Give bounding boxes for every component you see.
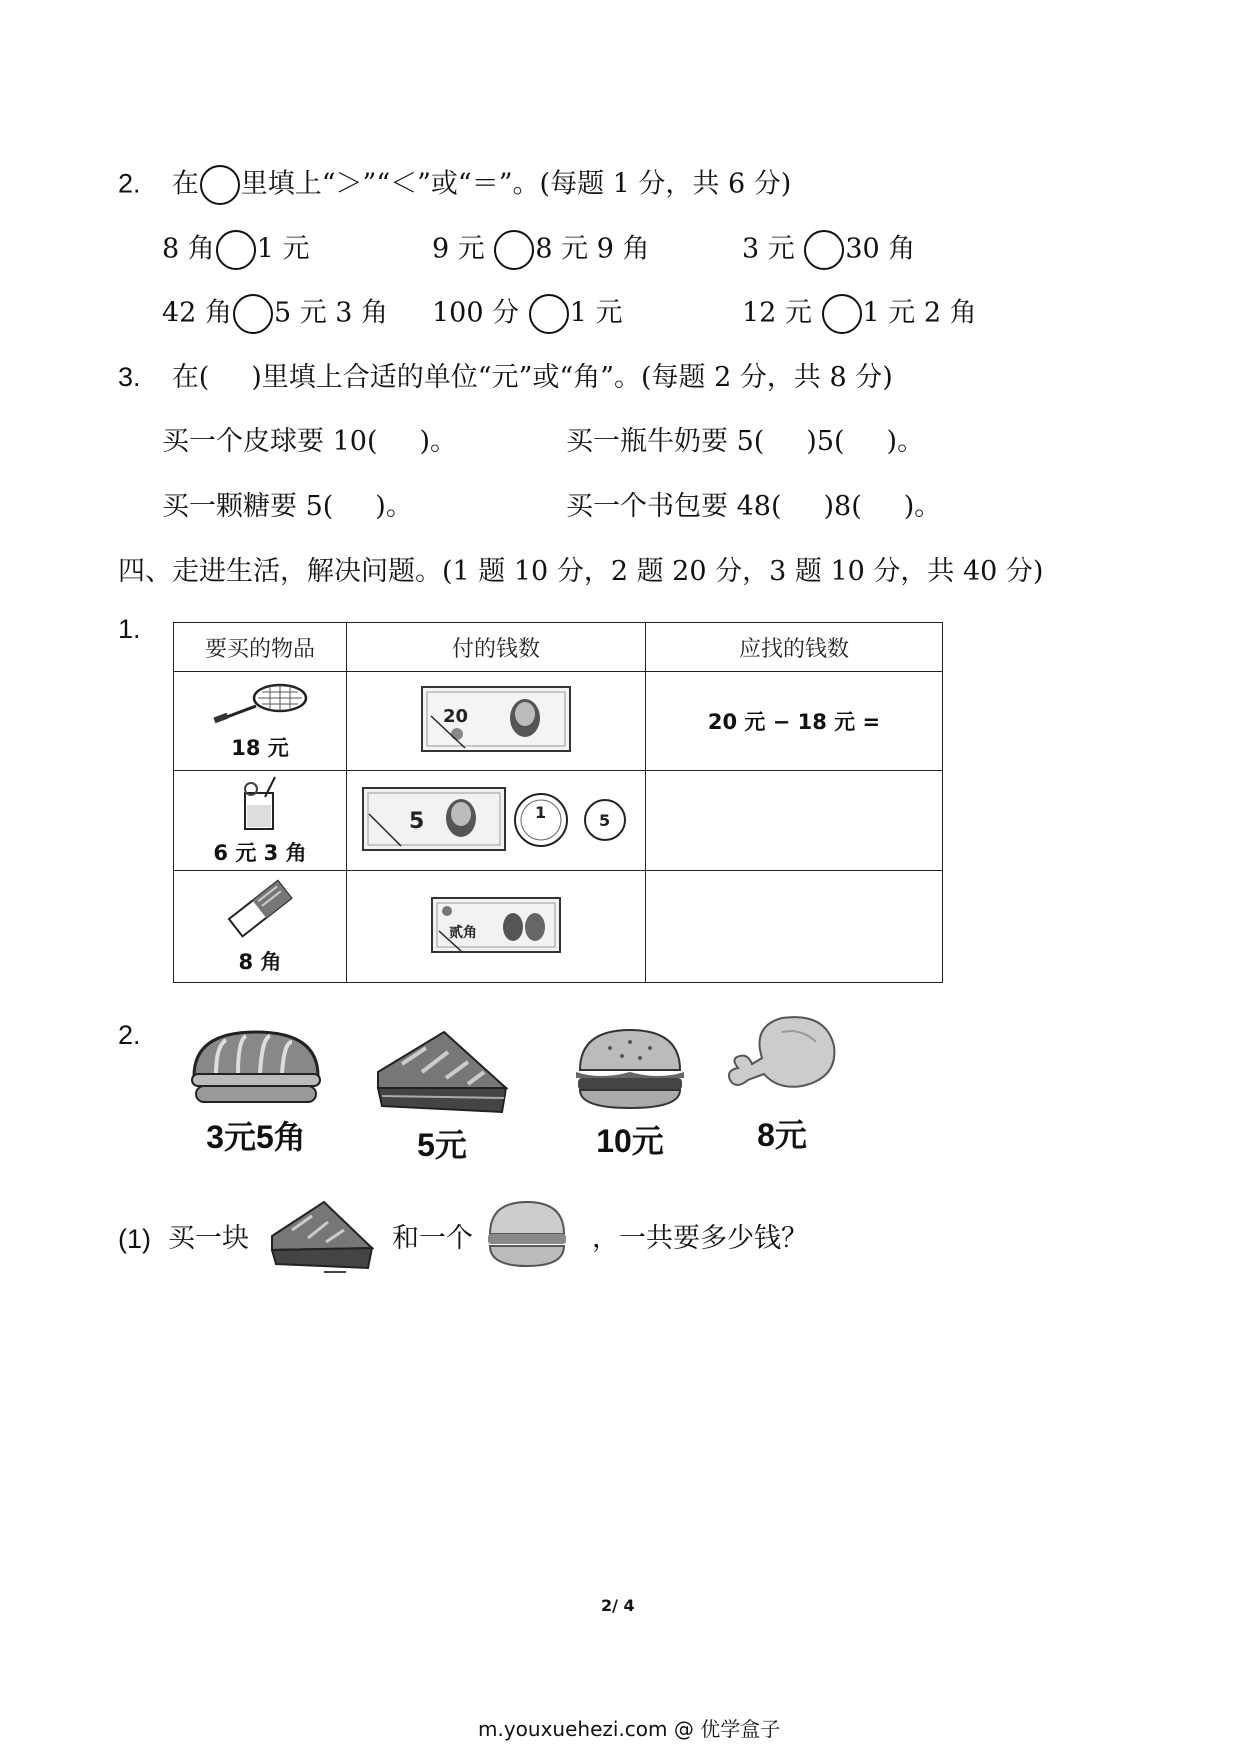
q2-item-left: 8 角 [162, 233, 215, 265]
q2-item-5 [432, 294, 622, 334]
badminton-racket-icon [210, 680, 310, 726]
section4-title: 四、走进生活，解决问题。(1 题 10 分，2 题 20 分，3 题 10 分，共 40 分) [118, 556, 1044, 587]
food-price: 10元 [596, 1123, 664, 1159]
q3-item-text: )。 [419, 426, 458, 457]
q3-pre: 在( [171, 362, 210, 393]
q3-item-text: 买一瓶牛奶要 5( [566, 426, 765, 457]
table-row [174, 871, 943, 983]
food-item-cake [372, 1028, 512, 1166]
sub1-text-a: 买一块 [168, 1223, 249, 1254]
q3-item-2[interactable] [566, 425, 924, 459]
q2-pre: 在 [171, 168, 199, 200]
q3-instruction: )里填上合适的单位“元”或“角”。(每题 2 分，共 8 分) [251, 362, 893, 393]
answer-circle[interactable] [216, 230, 256, 270]
answer-circle[interactable] [494, 230, 534, 270]
q3-item-3[interactable] [162, 490, 413, 524]
q3-line [118, 360, 893, 395]
q2-number: 2. [118, 168, 141, 199]
note-value: 20 [443, 706, 469, 727]
answer-circle [200, 165, 240, 205]
q4-2-number: 2. [118, 1020, 141, 1050]
answer-circle[interactable] [529, 294, 569, 334]
q2-item-3 [742, 230, 915, 270]
q2-item-right: 30 角 [845, 233, 916, 265]
note-value: 贰角 [449, 924, 477, 941]
cake-slice-icon [268, 1198, 376, 1274]
q3-item-text: )。 [903, 491, 942, 522]
item-price: 6 元 3 角 [213, 840, 307, 865]
table-header-row [174, 623, 943, 672]
change-cell[interactable] [646, 771, 943, 871]
q2-item-left: 9 元 [432, 233, 485, 265]
q2-item-left: 100 分 [432, 297, 520, 329]
q4-1-number: 1. [118, 614, 141, 644]
item-price: 18 元 [231, 736, 289, 760]
table-row [174, 672, 943, 771]
paid-cell [347, 871, 646, 983]
page-number: 2/ 4 [601, 1596, 635, 1615]
table-row [174, 771, 943, 871]
change-expression: 20 元 − 18 元 = [707, 710, 881, 734]
coin-value: 1 [535, 802, 547, 822]
q3-item-4[interactable] [566, 490, 941, 524]
cake-slice-icon [372, 1028, 512, 1116]
q2-item-right: 5 元 3 角 [273, 297, 389, 329]
money-table [173, 622, 943, 983]
footer-watermark: m.youxuehezi.com @ 优学盒子 [478, 1717, 781, 1741]
table-header: 付的钱数 [347, 623, 646, 672]
q2-item-right: 8 元 9 角 [535, 233, 650, 265]
q3-item-text: 买一个书包要 48( [566, 491, 782, 522]
hamburger-icon [484, 1200, 570, 1270]
sub1-text-b: 和一个 [392, 1223, 473, 1254]
q3-item-1[interactable] [162, 425, 457, 459]
note-value: 5 [409, 808, 425, 834]
food-item-chicken [722, 1012, 842, 1156]
item-cell [174, 771, 347, 871]
food-price: 5元 [417, 1127, 467, 1163]
q2-item-6 [742, 294, 977, 334]
item-price: 8 角 [238, 949, 282, 974]
q2-item-right: 1 元 [256, 233, 310, 265]
q2-item-right: 1 元 2 角 [862, 297, 977, 329]
q2-item-4 [162, 294, 388, 334]
change-cell[interactable] [646, 871, 943, 983]
paid-cell [347, 672, 646, 771]
q3-item-text: )8( [823, 491, 862, 522]
q2-item-left: 42 角 [162, 297, 232, 329]
bread-icon [186, 1028, 326, 1108]
q4-2-sub1 [118, 1222, 151, 1257]
table-header: 应找的钱数 [646, 623, 943, 672]
q2-line [118, 165, 791, 205]
food-item-bread [186, 1028, 326, 1158]
eraser-icon [220, 878, 300, 940]
five-yuan-note-and-coins-icon [361, 784, 631, 854]
twenty-yuan-note-icon [421, 686, 571, 752]
q2-item-2 [432, 230, 649, 270]
food-price: 8元 [757, 1117, 807, 1153]
paid-cell [347, 771, 646, 871]
coin-value: 5 [599, 810, 611, 830]
two-jiao-note-icon [431, 897, 561, 953]
table-header: 要买的物品 [174, 623, 347, 672]
q3-item-text: 买一个皮球要 10( [162, 426, 378, 457]
q2-item-1 [162, 230, 310, 270]
sub1-text-c: ，一共要多少钱？ [592, 1223, 808, 1254]
q2-item-left: 3 元 [742, 233, 795, 265]
q3-item-text: )。 [886, 426, 925, 457]
q3-item-text: 买一颗糖要 5( [162, 491, 334, 522]
answer-circle[interactable] [804, 230, 844, 270]
sub-label: (1) [118, 1224, 151, 1254]
q2-instruction: 里填上“＞”“＜”或“＝”。(每题 1 分，共 6 分) [240, 168, 792, 200]
hamburger-icon [570, 1028, 690, 1112]
change-cell[interactable] [646, 672, 943, 771]
q3-number: 3. [118, 362, 141, 392]
q2-item-right: 1 元 [569, 297, 623, 329]
food-item-hamburger [570, 1028, 690, 1162]
answer-circle[interactable] [233, 294, 273, 334]
item-cell [174, 871, 347, 983]
chicken-leg-icon [722, 1012, 842, 1108]
answer-circle[interactable] [822, 294, 862, 334]
food-price: 3元5角 [206, 1119, 306, 1155]
q3-item-text: )5( [806, 426, 845, 457]
q3-item-text: )。 [375, 491, 413, 522]
q2-item-left: 12 元 [742, 297, 812, 329]
juice-glass-icon [235, 775, 285, 831]
item-cell [174, 672, 347, 771]
